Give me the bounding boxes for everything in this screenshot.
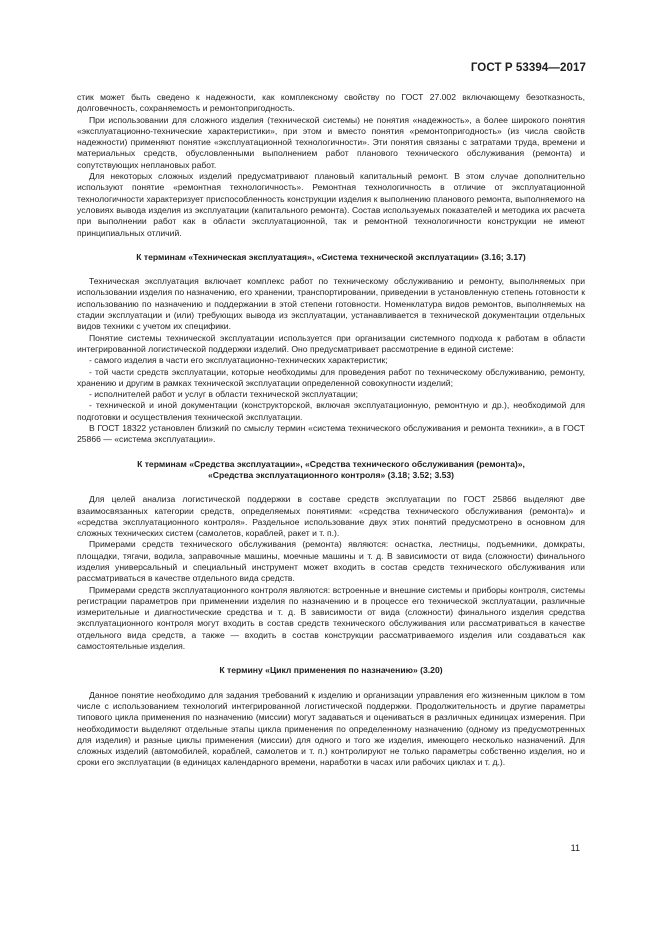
page-number: 11: [570, 843, 580, 853]
paragraph: В ГОСТ 18322 установлен близкий по смыслу термин «система технического обслуживания и ремонта техники», а в ГОСТ 25866 — «система эксплуатации».: [77, 423, 585, 445]
paragraph: Для целей анализа логистической поддержки в составе средств эксплуатации по ГОСТ 25866 выделяют две взаимосвязанных категории средств, определяемых понятиями: «средства технического обслуживания (ремонта)» и «средства эксплуатационного контроля». Раздельное использование двух этих понятий предусмотрено в основном для сложных технических систем (самолетов, кораблей, ракет и т. п.).: [77, 494, 585, 539]
list-item: - технической и иной документации (конструкторской, включая эксплуатационную, ремонтную и др.), необходимой для подготовки и осуществления технической эксплуатации.: [77, 400, 585, 422]
paragraph: Техническая эксплуатация включает комплекс работ по техническому обслуживанию и ремонту, выполняемых при использовании изделия по назначению, его хранении, транспортировании, приведении в установленную степень готовности к использованию по назначению и поддержании в этой степени готовности. Номенклатура видов ремонтов, выполняемых на стадии эксплуатации и (или) требующих вывода из эксплуатации, устанавливается в технической документации отдельных видов техники с учетом их специфики.: [77, 276, 585, 332]
section-heading: К терминам «Техническая эксплуатация», «Система технической эксплуатации» (3.16; 3.17): [136, 251, 526, 262]
paragraph: стик может быть сведено к надежности, как комплексному свойству по ГОСТ 27.002 включающему безотказность, долговечность, сохраняемость и ремонтопригодность.: [77, 92, 585, 114]
paragraph: Примерами средств эксплуатационного контроля являются: встроенные и внешние системы и приборы контроля, системы регистрации параметров при применении изделия по назначению и в процессе его технической эксплуатации, различные измерительные и диагностические средства и т. д. В зависимости от вида (сложности) финального изделия средства эксплуатационного контроля могут входить в состав средств технического обслуживания или рассматриваться в качестве отдельного вида средств, а также — входить в состав конструкции рассматриваемого изделия или создаваться как самостоятельные изделия.: [77, 584, 585, 652]
paragraph: Понятие системы технической эксплуатации используется при организации системного подхода к работам в области интегрированной логистической поддержки изделий. Оно предусматривает рассмотрение в единой системе:: [77, 332, 585, 354]
page-content: [77, 92, 585, 769]
paragraph: Данное понятие необходимо для задания требований к изделию и организации управления его жизненным циклом в том числе с использованием технологий интегрированной логистической поддержки. Продолжительность и другие параметры типового цикла применения по назначению (миссии) могут задаваться и оцениваться в различных единицах измерения. При необходимости выделяют отдельные этапы цикла применения по определенному назначению (одному из предусмотренных для изделия) и разные циклы применения (миссии) для одного и того же изделия, имеющего несколько назначений. Для сложных изделий (автомобилей, кораблей, самолетов и т. п.) контролируют не только параметры собственно изделия, но и сроки его эксплуатации (в единицах календарного времени, наработки в часах или рабочих циклах и т. д.).: [77, 689, 585, 768]
list-item: - исполнителей работ и услуг в области технической эксплуатации;: [89, 389, 359, 400]
paragraph: Для некоторых сложных изделий предусматривают плановый капитальный ремонт. В этом случае дополнительно используют понятие «ремонтная технологичность». Ремонтная технологичность в отличие от эксплуатационной технологичности характеризует приспособленность конструкции изделия к выполнению планового ремонта, выполняемого на условиях вывода изделия из эксплуатации (капитального ремонта). Состав используемых показателей и методика их расчета при выполнении работ как в области эксплуатационной, так и ремонтной технологичности конструкции не имеют принципиальных отличий.: [77, 171, 585, 238]
section-heading-line: К терминам «Средства эксплуатации», «Средства технического обслуживания (ремонта)»,: [137, 458, 525, 469]
paragraph: Примерами средств технического обслуживания (ремонта) являются: оснастка, лестницы, подъемники, домкраты, площадки, тягачи, водила, заправочные машины, моечные машины и т. д. В зависимости от вида (сложности) финального изделия универсальный и специальный инструмент может входить в состав средств технического обслуживания или рассматриваться в качестве отдельного вида средств.: [77, 539, 585, 584]
paragraph: При использовании для сложного изделия (технической системы) не понятия «надежность», а более широкого понятия «эксплуатационно-технические характеристики», при этом и вместо понятия «ремонтопригодность» (из числа свойств надежности) применяют понятие «эксплуатационной технологичности». Эти понятия связаны с затратами труда, времени и материальных средств, обусловленными выполнением работ планового технического обслуживания (ремонта) и сопутствующих неплановых работ.: [77, 114, 585, 170]
section-heading-line: «Средства эксплуатационного контроля» (3.18; 3.52; 3.53): [207, 469, 455, 480]
standard-header: ГОСТ Р 53394—2017: [470, 62, 586, 74]
section-heading: [77, 459, 585, 482]
section-heading: К термину «Цикл применения по назначению» (3.20): [219, 665, 443, 676]
list-item: - самого изделия в части его эксплуатационно-технических характеристик;: [89, 355, 388, 366]
list-item: - той части средств эксплуатации, которые необходимы для проведения работ по техническому обслуживанию, ремонту, хранению и другим в рамках технической эксплуатации определенной совокупности изделий;: [77, 366, 585, 388]
